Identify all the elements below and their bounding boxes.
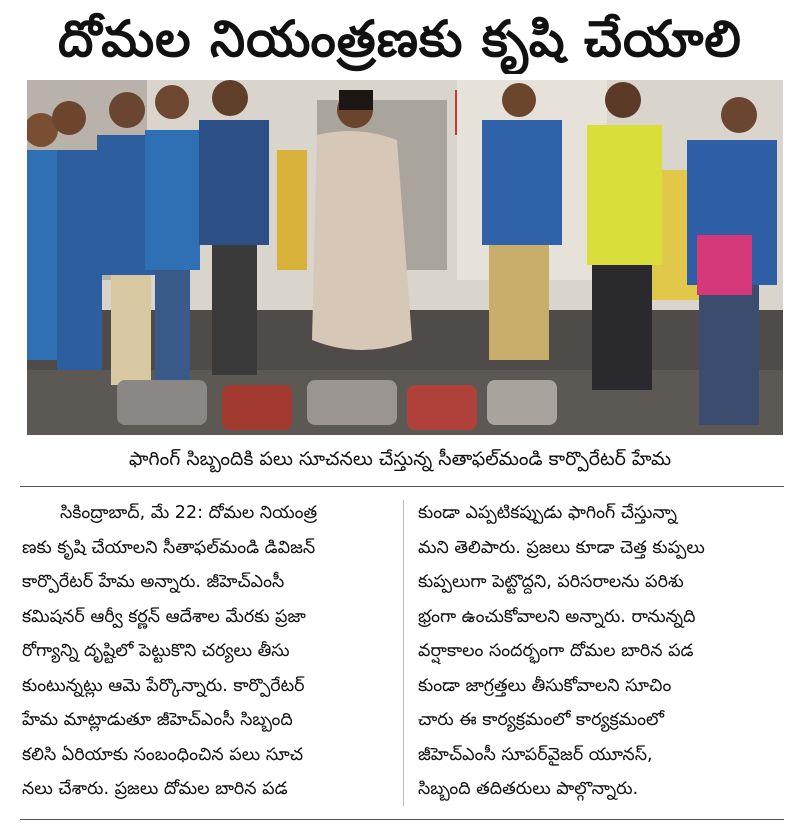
divider-bottom [20, 819, 784, 820]
article-column-left [22, 496, 382, 812]
body-line: వర్షాకాలం సందర్భంగా దోమల బారిన పడ [418, 641, 694, 661]
body-line: సికింద్రాబాద్, మే 22: దోమల నియంత్ర [60, 503, 318, 523]
body-line: కుండా జాగ్రత్తలు తీసుకోవాలని సూచిం [418, 675, 672, 696]
column-separator [403, 500, 404, 806]
body-line: ణకు కృషి చేయాలని సీతాఫల్‌మండి డివిజన్ [22, 537, 316, 558]
body-line: నలు చేశారు. ప్రజలు దోమల బారిన పడ [22, 779, 288, 799]
body-line: సిబ్బంది తదితరులు పాల్గొన్నారు. [418, 779, 639, 799]
body-line: భ్రంగా ఉంచుకోవాలని అన్నారు. రానున్నది [418, 606, 696, 627]
body-line: జీహెచ్‌ఎంసీ సూపర్‌వైజర్ యూనస్, [418, 744, 653, 765]
headline: దోమల నియంత్రణకు కృషి చేయాలి [58, 10, 742, 68]
divider-top [20, 486, 784, 487]
body-line: హేమ మాట్లాడుతూ జీహెచ్‌ఎంసీ సిబ్బంది [22, 710, 293, 730]
news-photo [27, 80, 783, 435]
body-line: కుంటున్నట్లు ఆమె పేర్కొన్నారు. కార్పొరేటర్ [22, 675, 305, 696]
body-line: రోగ్యాన్ని దృష్టిలో పెట్టుకొని చర్యలు తీసు [22, 641, 290, 661]
body-line: మని తెలిపారు. ప్రజలు కూడా చెత్త కుప్పలు [418, 537, 705, 558]
body-line: కార్పొరేటర్ హేమ అన్నారు. జీహెచ్‌ఎంసీ [22, 572, 285, 592]
body-line: కలిసి ఏరియాకు సంబంధించిన పలు సూచ [22, 744, 304, 765]
body-line: కమిషనర్ ఆర్వీ కర్ణన్ ఆదేశాల మేరకు ప్రజా [22, 606, 306, 627]
body-line: చారు ఈ కార్యక్రమంలో కార్యక్రమంలో [418, 710, 665, 730]
photo-caption: ఫాగింగ్ సిబ్బందికి పలు సూచనలు చేస్తున్న సీతాఫల్‌మండి కార్పొరేటర్ హేమ [128, 448, 672, 470]
body-line: కుప్పలుగా పెట్టొద్దని, పరిసరాలను పరిశు [418, 572, 684, 592]
article-column-right [418, 496, 778, 812]
body-line: కుండా ఎప్పటికప్పుడు ఫాగింగ్ చేస్తున్నా [418, 503, 677, 523]
